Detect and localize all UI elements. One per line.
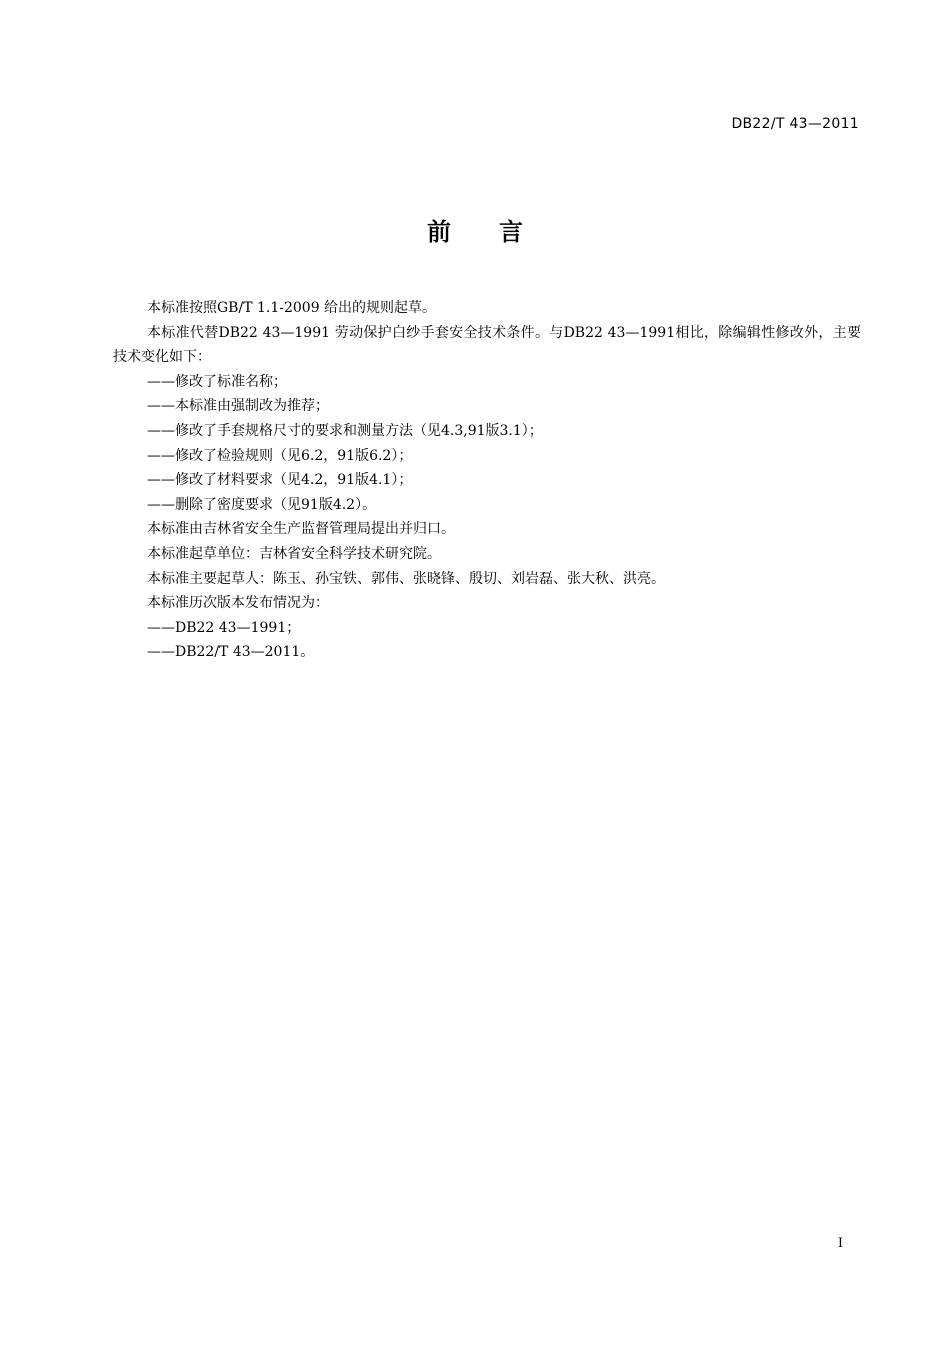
change-item: ——本标准由强制改为推荐； xyxy=(147,398,329,415)
change-item: ——修改了标准名称； xyxy=(147,373,287,390)
change-item: ——修改了检验规则（见6.2，91版6.2）； xyxy=(147,447,413,464)
history-item: ——DB22/T 43—2011。 xyxy=(147,644,315,661)
drafting-rule-paragraph: 本标准按照GB/T 1.1-2009 给出的规则起草。 xyxy=(147,300,437,316)
history-heading: 本标准历次版本发布情况为： xyxy=(147,595,329,612)
title-char-1: 前 xyxy=(427,218,451,246)
page-number: I xyxy=(837,1236,843,1251)
history-list xyxy=(113,616,861,665)
changes-list xyxy=(113,370,861,518)
change-item: ——修改了材料要求（见4.2，91版4.1）； xyxy=(147,472,413,489)
change-item: ——修改了手套规格尺寸的要求和测量方法（见4.3,91版3.1）； xyxy=(147,422,543,439)
document-code: DB22/T 43—2011 xyxy=(731,116,859,132)
title-char-2: 言 xyxy=(499,218,523,246)
history-item: ——DB22 43—1991； xyxy=(147,619,301,636)
replacement-paragraph: 本标准代替DB22 43—1991 劳动保护白纱手套安全技术条件。与DB22 43—1991相比，除编辑性修改外，主要技术变化如下： xyxy=(113,324,861,366)
page-title xyxy=(0,212,950,247)
proposer-paragraph: 本标准由吉林省安全生产监督管理局提出并归口。 xyxy=(147,521,455,538)
change-item: ——删除了密度要求（见91版4.2）。 xyxy=(147,496,377,513)
drafting-unit-paragraph: 本标准起草单位：吉林省安全科学技术研究院。 xyxy=(147,545,441,562)
foreword-body xyxy=(113,296,861,665)
drafters-paragraph: 本标准主要起草人：陈玉、孙宝铁、郭伟、张晓锋、殷切、刘岩磊、张大秋、洪亮。 xyxy=(147,570,665,587)
